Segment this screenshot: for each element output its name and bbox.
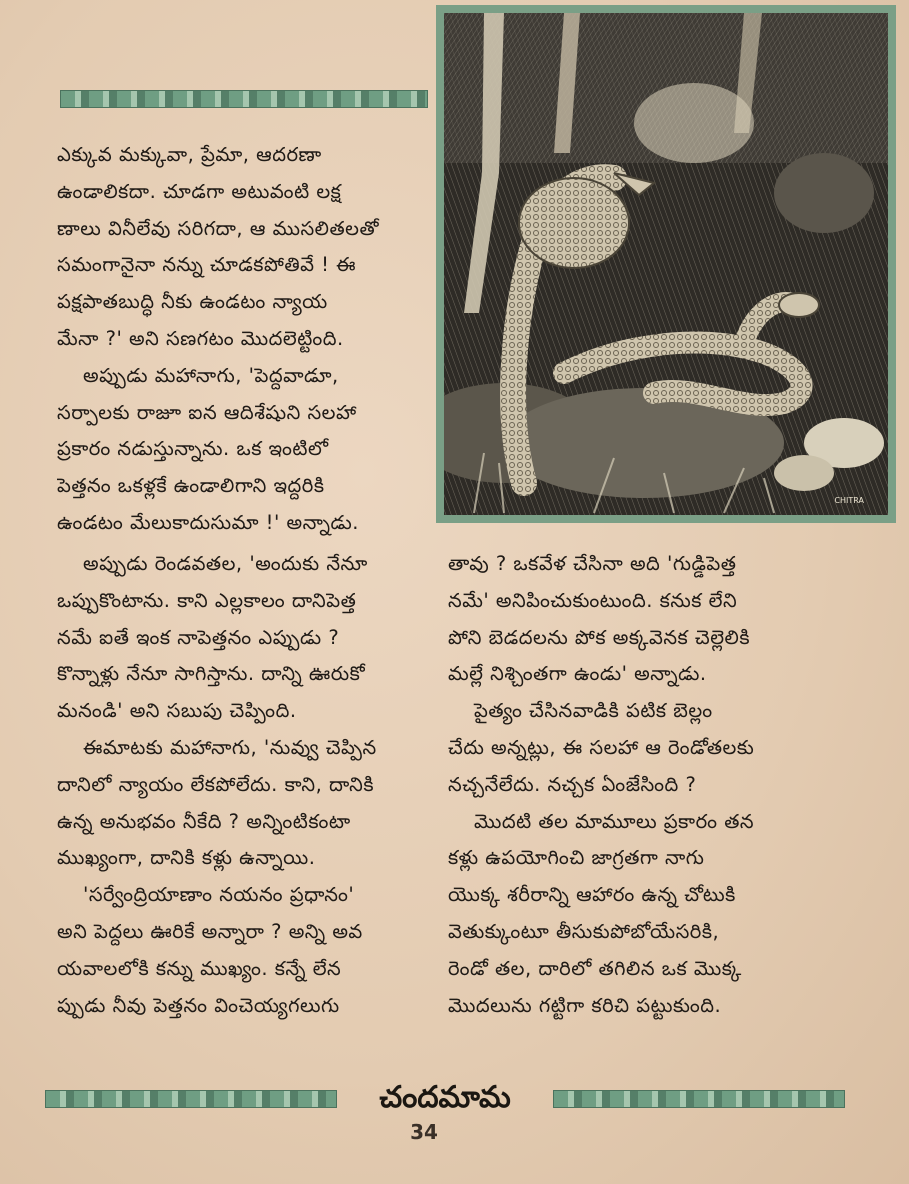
text-line: అని పెద్దలు ఊరికే అన్నారా ? అన్ని అవ bbox=[57, 919, 363, 943]
text-line: ముఖ్యంగా, దానికి కళ్లు ఉన్నాయి. bbox=[57, 846, 316, 870]
text-line: ప్రకారం నడుస్తున్నాను. ఒక ఇంటిలో bbox=[57, 437, 329, 461]
artist-signature: CHITRA bbox=[834, 496, 864, 505]
text-line: పెత్తనం ఒకళ్లకే ఉండాలిగాని ఇద్దరికి bbox=[57, 474, 325, 498]
text-line: ఎక్కువ మక్కువా, ప్రేమా, ఆదరణా bbox=[57, 143, 322, 166]
text-line: పక్షపాతబుద్ధి నీకు ఉండటం న్యాయ bbox=[57, 290, 328, 314]
text-line: మల్లే నిశ్చింతగా ఉండు' అన్నాడు. bbox=[448, 662, 707, 686]
text-line: పోని బెడదలను పోక అక్కవెనక చెల్లెలికి bbox=[448, 625, 751, 649]
text-line: మొదటి తల మామూలు ప్రకారం తన bbox=[474, 809, 755, 833]
text-line: ణాలు వినీలేవు సరిగదా, ఆ ముసలితలతో bbox=[57, 216, 379, 240]
text-line: చేదు అన్నట్లు, ఈ సలహా ఆ రెండోతలకు bbox=[448, 735, 755, 759]
text-line: సర్పాలకు రాజూ ఐన ఆదిశేషుని సలహా bbox=[57, 400, 357, 424]
text-line: మేనా ?' అని సణగటం మొదలెట్టింది. bbox=[57, 326, 344, 350]
snake-illustration bbox=[436, 5, 896, 523]
text-line: ప్పుడు నీవు పెత్తనం వించెయ్యగలుగు bbox=[57, 993, 340, 1017]
text-line: తావు ? ఒకవేళ చేసినా అది 'గుడ్డిపెత్త bbox=[448, 552, 737, 575]
page-number: 34 bbox=[410, 1120, 438, 1144]
decorative-border-footer-left bbox=[45, 1090, 337, 1108]
text-line: అప్పుడు రెండవతల, 'అందుకు నేనూ bbox=[83, 552, 368, 575]
text-line: నమే ఐతే ఇంక నాపెత్తనం ఎప్పుడు ? bbox=[57, 625, 340, 649]
text-line: అప్పుడు మహానాగు, 'పెద్దవాడూ, bbox=[83, 363, 339, 387]
decorative-border-footer-right bbox=[553, 1090, 845, 1108]
text-line: నచ్చనేలేదు. నచ్చక ఏంజేసింది ? bbox=[448, 772, 697, 796]
text-line: కళ్లు ఉపయోగించి జాగ్రతగా నాగు bbox=[448, 846, 705, 870]
text-line: ఉన్న అనుభవం నీకేది ? అన్నింటికంటా bbox=[57, 809, 351, 833]
decorative-border-top bbox=[60, 90, 428, 108]
text-line: 'సర్వేంద్రియాణాం నయనం ప్రధానం' bbox=[83, 883, 355, 907]
text-line: మొదలును గట్టిగా కరిచి పట్టుకుంది. bbox=[448, 993, 722, 1017]
text-line: రెండో తల, దారిలో తగిలిన ఒక మొక్క bbox=[448, 956, 742, 980]
text-line: సమంగానైనా నన్ను చూడకపోతివే ! ఈ bbox=[57, 253, 357, 277]
article-column-right bbox=[448, 546, 844, 1024]
text-line: కొన్నాళ్లు నేనూ సాగిస్తాను. దాన్ని ఊరుకో bbox=[57, 662, 366, 686]
text-line: యవాలలోకి కన్ను ముఖ్యం. కన్నే లేన bbox=[57, 956, 342, 980]
text-line: ఉండటం మేలుకాదుసుమా !' అన్నాడు. bbox=[57, 510, 359, 534]
text-line: నమే' అనిపించుకుంటుంది. కనుక లేని bbox=[448, 588, 738, 612]
jungle-cobra-drawing bbox=[444, 13, 888, 515]
article-column-left-bottom bbox=[57, 546, 432, 1024]
article-column-left-top bbox=[57, 137, 432, 542]
text-line: ఉండాలికదా. చూడగా అటువంటి లక్ష bbox=[57, 179, 342, 203]
text-line: మనండి' అని సబుపు చెప్పింది. bbox=[57, 699, 297, 723]
text-line: దానిలో న్యాయం లేకపోలేదు. కాని, దానికి bbox=[57, 772, 375, 796]
text-line: యొక్క శరీరాన్ని ఆహారం ఉన్న చోటుకి bbox=[448, 883, 736, 907]
text-line: పైత్యం చేసినవాడికి పటిక బెల్లం bbox=[474, 699, 713, 723]
text-line: ఒప్పుకొంటాను. కాని ఎల్లకాలం దానిపెత్త bbox=[57, 588, 357, 612]
text-line: వెతుక్కుంటూ తీసుకుపోబోయేసరికి, bbox=[448, 919, 720, 943]
magazine-masthead: చందమామ bbox=[379, 1080, 511, 1115]
page-footer bbox=[45, 1078, 845, 1118]
text-line: ఈమాటకు మహానాగు, 'నువ్వు చెప్పిన bbox=[83, 735, 377, 759]
